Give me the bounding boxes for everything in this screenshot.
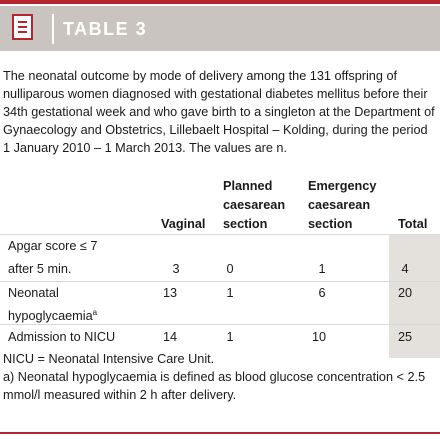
row-label-hypo-2: hypoglycaemia$^a$: [8, 308, 98, 324]
cell-nicu-vaginal: 14: [162, 330, 178, 344]
row-label-nicu: Admission to NICU: [8, 330, 116, 344]
col-header-planned-3: section: [223, 217, 268, 231]
cell-apgar-emergency: 1: [318, 262, 326, 276]
row-divider: [0, 281, 440, 282]
footnote-marker-a: a: [92, 308, 98, 317]
row-label-apgar-1: Apgar score ≤ 7: [8, 239, 98, 253]
cell-hypo-planned: 1: [226, 286, 234, 300]
table-footnotes: [3, 350, 438, 404]
col-header-emergency-2: caesarean: [308, 198, 371, 212]
cell-hypo-emergency: 6: [318, 286, 326, 300]
cell-apgar-vaginal: 3: [172, 262, 180, 276]
footnote-a: a) Neonatal hypoglycaemia is defined as blood glucose concentration < 2.5 mmol/l measured within 2 h after delivery.: [3, 370, 426, 402]
col-header-vaginal: Vaginal: [161, 217, 206, 231]
cell-hypo-vaginal: 13: [162, 286, 178, 300]
col-header-emergency-3: section: [308, 217, 353, 231]
header-separator: [52, 14, 54, 44]
col-header-planned-1: Planned: [223, 179, 273, 193]
cell-nicu-total: 25: [397, 330, 413, 344]
cell-apgar-total: 4: [401, 262, 409, 276]
cell-nicu-emergency: 10: [311, 330, 327, 344]
col-header-emergency-1: Emergency: [308, 179, 377, 193]
col-header-planned-2: caesarean: [223, 198, 286, 212]
table-caption: The neonatal outcome by mode of delivery among the 131 offspring of nulliparous women diagnosed with gestational diabetes mellitus before their 34th gestational week and who gave birth to a singleton at the Department of Gynaecology and Obstetrics, Lillebaelt Hospital – Kolding, during the period 1 January 2010 – 1 March 2013. The values are n.: [3, 69, 435, 155]
bottom-rule: [0, 432, 440, 434]
cell-nicu-planned: 1: [226, 330, 234, 344]
table-title: TABLE 3: [63, 19, 148, 39]
cell-hypo-total: 20: [397, 286, 413, 300]
footnote-abbreviation: NICU = Neonatal Intensive Care Unit.: [3, 352, 215, 366]
table-header-bar: [0, 6, 440, 51]
row-label-hypo-1: Neonatal: [8, 286, 59, 300]
row-label-apgar-2: after 5 min.: [8, 262, 72, 276]
document-icon: [12, 14, 33, 40]
top-rule: [0, 0, 440, 4]
header-divider: [0, 234, 440, 235]
col-header-total: Total: [398, 217, 428, 231]
cell-apgar-planned: 0: [226, 262, 234, 276]
row-divider: [0, 324, 440, 325]
